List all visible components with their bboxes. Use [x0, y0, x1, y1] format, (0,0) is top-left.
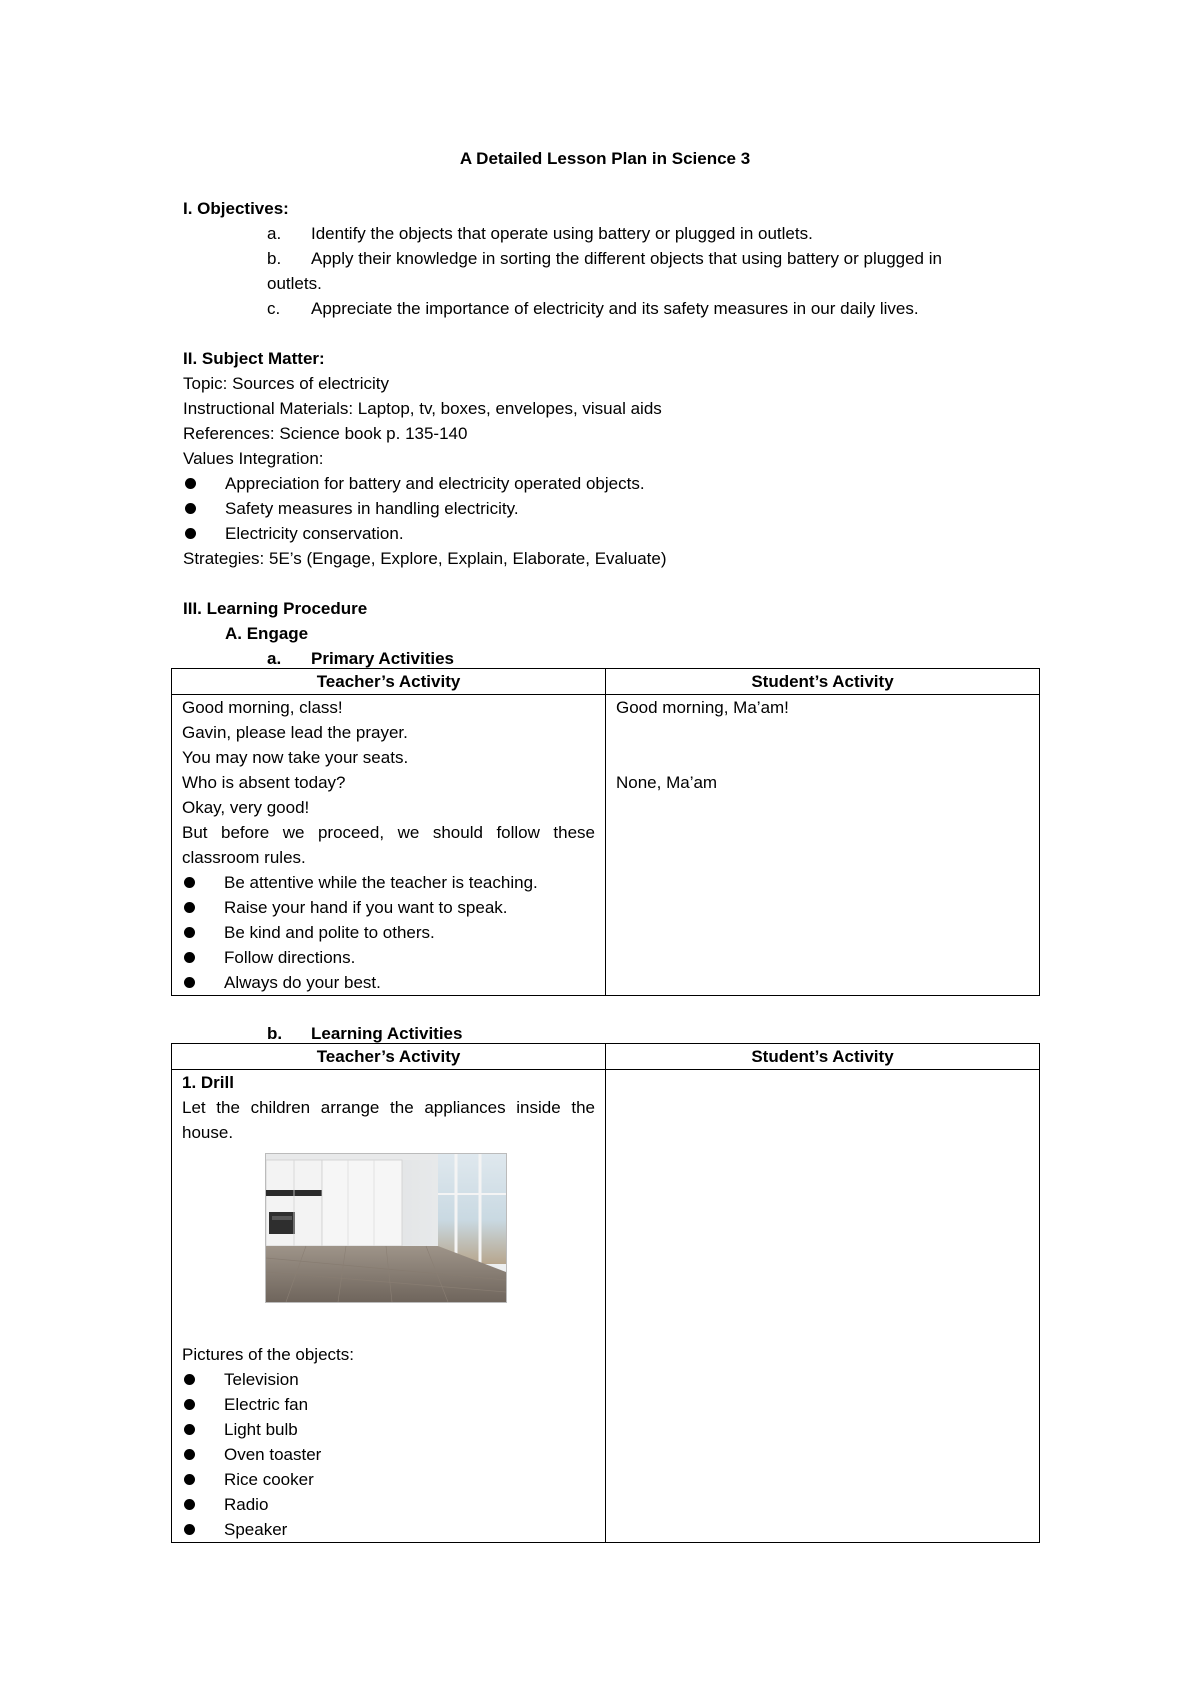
object-item: Radio	[182, 1492, 595, 1517]
object-item: Speaker	[182, 1517, 595, 1542]
learning-activities-heading: Learning Activities	[311, 1024, 463, 1043]
object-item: Television	[182, 1367, 595, 1392]
procedure-heading: III. Learning Procedure	[183, 599, 368, 618]
object-item: Light bulb	[182, 1417, 595, 1442]
objective-marker: a.	[267, 224, 282, 243]
rule-item: Always do your best.	[182, 970, 595, 995]
topic-line: Topic: Sources of electricity	[183, 374, 389, 393]
bullet-icon	[185, 528, 196, 539]
references-line: References: Science book p. 135-140	[183, 424, 468, 443]
drill-heading: 1. Drill	[182, 1073, 234, 1092]
bullet-icon	[185, 478, 196, 489]
room-illustration	[266, 1154, 506, 1302]
primary-activities-table	[171, 668, 1040, 996]
teacher-line: You may now take your seats.	[182, 748, 409, 767]
teacher-line: Who is absent today?	[182, 773, 346, 792]
objective-marker: c.	[267, 299, 281, 318]
teacher-line: Good morning, class!	[182, 698, 343, 717]
objective-marker: b.	[267, 249, 282, 268]
rule-item: Raise your hand if you want to speak.	[182, 895, 595, 920]
value-item: Electricity conservation.	[225, 524, 404, 543]
objective-text: Identify the objects that operate using battery or plugged in outlets.	[311, 224, 813, 243]
teacher-paragraph-continued: classroom rules.	[182, 848, 306, 867]
page-title: A Detailed Lesson Plan in Science 3	[459, 149, 751, 168]
teacher-paragraph: But before we proceed, we should follow these	[182, 823, 595, 842]
drill-text-continued: house.	[182, 1123, 234, 1142]
student-response: Good morning, Ma’am!	[616, 698, 789, 717]
strategies-line: Strategies: 5E’s (Engage, Explore, Explain, Elaborate, Evaluate)	[183, 549, 667, 568]
rule-item: Follow directions.	[182, 945, 595, 970]
drill-text: Let the children arrange the appliances inside the	[182, 1098, 595, 1117]
engage-heading: A. Engage	[225, 624, 309, 643]
learning-activities-table	[171, 1043, 1040, 1543]
rule-item: Be kind and polite to others.	[182, 920, 595, 945]
empty-room-image	[265, 1153, 507, 1303]
student-response: None, Ma’am	[616, 773, 718, 792]
value-item: Appreciation for battery and electricity operated objects.	[225, 474, 645, 493]
student-activity-header: Student’s Activity	[606, 1044, 1040, 1070]
values-label: Values Integration:	[183, 449, 324, 468]
object-item: Rice cooker	[182, 1467, 595, 1492]
teacher-activity-header: Teacher’s Activity	[172, 1044, 606, 1070]
teacher-activity-cell	[172, 695, 606, 996]
student-activity-cell	[606, 695, 1040, 996]
primary-marker: a.	[267, 649, 282, 668]
teacher-line: Gavin, please lead the prayer.	[182, 723, 408, 742]
object-item: Electric fan	[182, 1392, 595, 1417]
teacher-activity-header: Teacher’s Activity	[172, 669, 606, 695]
objective-text-continued: outlets.	[267, 274, 322, 293]
pictures-label: Pictures of the objects:	[182, 1345, 354, 1364]
teacher-activity-cell	[172, 1070, 606, 1543]
objectives-heading: I. Objectives:	[183, 199, 289, 218]
rule-item: Be attentive while the teacher is teaching.	[182, 870, 595, 895]
bullet-icon	[185, 503, 196, 514]
primary-activities-heading: Primary Activities	[311, 649, 454, 668]
student-activity-cell	[606, 1070, 1040, 1543]
subject-matter-heading: II. Subject Matter:	[183, 349, 325, 368]
objective-text: Appreciate the importance of electricity and its safety measures in our daily lives.	[311, 299, 919, 318]
materials-line: Instructional Materials: Laptop, tv, boxes, envelopes, visual aids	[183, 399, 662, 418]
object-item: Oven toaster	[182, 1442, 595, 1467]
objective-text: Apply their knowledge in sorting the different objects that using battery or plugged in	[311, 249, 942, 268]
teacher-line: Okay, very good!	[182, 798, 310, 817]
value-item: Safety measures in handling electricity.	[225, 499, 519, 518]
learning-marker: b.	[267, 1024, 283, 1043]
student-activity-header: Student’s Activity	[606, 669, 1040, 695]
